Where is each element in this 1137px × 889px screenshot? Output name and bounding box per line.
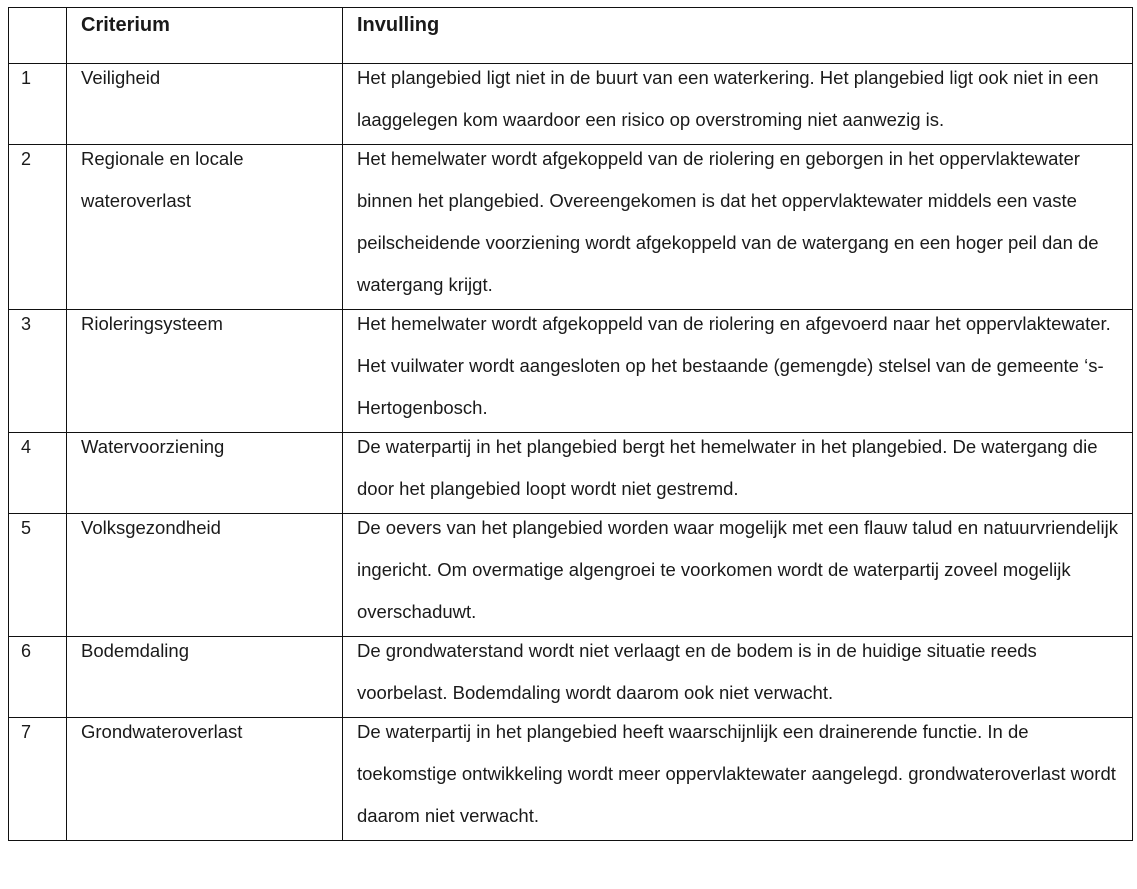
row-number: 4 [9, 433, 67, 514]
table-row [9, 718, 1133, 841]
invulling-text: De grondwaterstand wordt niet verlaagt en de bodem is in de huidige situatie reeds voorbelast. Bodemdaling wordt daarom ook niet verwacht. [357, 640, 1037, 703]
header-invulling: Invulling [343, 8, 1133, 64]
criterium-text: Veiligheid [81, 67, 161, 88]
invulling-cell [343, 637, 1133, 718]
row-number: 2 [9, 145, 67, 310]
table-row [9, 64, 1133, 145]
row-number: 6 [9, 637, 67, 718]
criterium-cell [67, 718, 343, 841]
criterium-text: Volksgezondheid [81, 517, 221, 538]
invulling-text: Het hemelwater wordt afgekoppeld van de riolering en geborgen in het oppervlaktewater binnen het plangebied. Overeengekomen is dat het oppervlaktewater middels een vaste peilscheidende voorziening wordt afgekoppeld van de watergang en een hoger peil dan de watergang krijgt. [357, 148, 1099, 295]
invulling-text: De waterpartij in het plangebied heeft waarschijnlijk een drainerende functie. In de toekomstige ontwikkeling wordt meer oppervlaktewater aangelegd. grondwateroverlast wordt daarom niet verwacht. [357, 721, 1116, 826]
invulling-cell [343, 514, 1133, 637]
criterium-cell [67, 637, 343, 718]
row-number: 3 [9, 310, 67, 433]
criterium-cell [67, 310, 343, 433]
criterium-text: Watervoorziening [81, 436, 225, 457]
criterium-cell [67, 433, 343, 514]
row-number: 5 [9, 514, 67, 637]
criterium-cell [67, 64, 343, 145]
invulling-cell [343, 433, 1133, 514]
water-criteria-table [8, 7, 1133, 841]
table-row [9, 433, 1133, 514]
row-number: 7 [9, 718, 67, 841]
invulling-cell [343, 145, 1133, 310]
invulling-cell [343, 718, 1133, 841]
table-row [9, 637, 1133, 718]
table-row [9, 514, 1133, 637]
criterium-text: Bodemdaling [81, 640, 189, 661]
row-number: 1 [9, 64, 67, 145]
invulling-text: Het hemelwater wordt afgekoppeld van de riolering en afgevoerd naar het oppervlaktewater. Het vuilwater wordt aangesloten op het bestaande (gemengde) stelsel van de gemeente ‘s-Hertogenbosch. [357, 313, 1111, 418]
table-row [9, 145, 1133, 310]
criterium-text: Rioleringsysteem [81, 313, 223, 334]
invulling-text: De waterpartij in het plangebied bergt het hemelwater in het plangebied. De watergang die door het plangebied loopt wordt niet gestremd. [357, 436, 1098, 499]
invulling-text: De oevers van het plangebied worden waar mogelijk met een flauw talud en natuurvriendelijk ingericht. Om overmatige algengroei te voorkomen wordt de waterpartij zoveel mogelijk overschaduwt. [357, 517, 1119, 622]
header-criterium: Criterium [67, 8, 343, 64]
invulling-cell [343, 310, 1133, 433]
criterium-text: Regionale en locale wateroverlast [81, 148, 244, 211]
header-number [9, 8, 67, 64]
table-header-row [9, 8, 1133, 64]
invulling-cell [343, 64, 1133, 145]
invulling-text: Het plangebied ligt niet in de buurt van een waterkering. Het plangebied ligt ook niet in een laaggelegen kom waardoor een risico op overstroming niet aanwezig is. [357, 67, 1099, 130]
table-row [9, 310, 1133, 433]
criterium-cell [67, 514, 343, 637]
criterium-text: Grondwateroverlast [81, 721, 243, 742]
criterium-cell [67, 145, 343, 310]
